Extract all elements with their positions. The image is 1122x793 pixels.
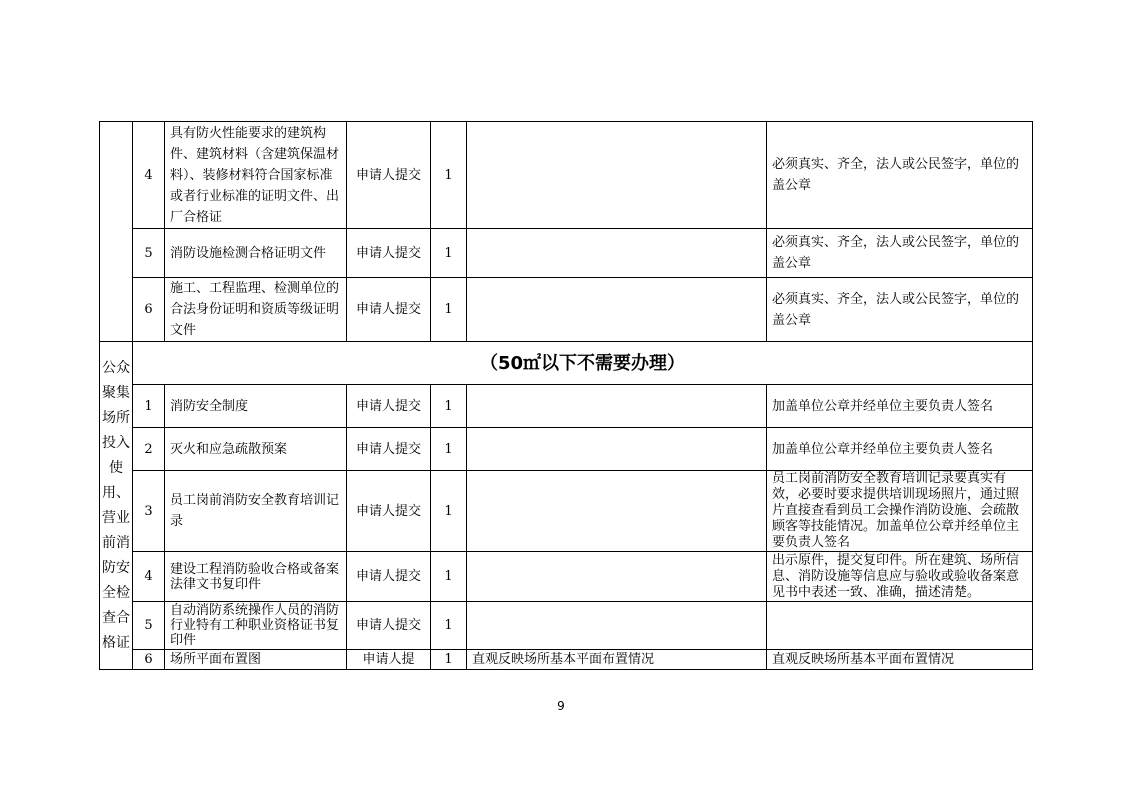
table-row	[100, 278, 1033, 342]
copies: 1	[431, 229, 467, 278]
copies: 1	[431, 471, 467, 552]
row-number: 2	[133, 428, 165, 471]
notes: 必须真实、齐全，法人或公民签字，单位的盖公章	[767, 122, 1033, 229]
notes: 必须真实、齐全，法人或公民签字，单位的盖公章	[767, 278, 1033, 342]
submit-method: 申请人提交	[347, 428, 431, 471]
standard	[467, 278, 767, 342]
row-number: 3	[133, 471, 165, 552]
submit-method: 申请人提	[347, 650, 431, 670]
copies: 1	[431, 122, 467, 229]
copies: 1	[431, 385, 467, 428]
standard	[467, 471, 767, 552]
standard	[467, 229, 767, 278]
table-row	[100, 122, 1033, 229]
submit-method: 申请人提交	[347, 602, 431, 650]
copies: 1	[431, 650, 467, 670]
submit-method: 申请人提交	[347, 385, 431, 428]
copies: 1	[431, 552, 467, 602]
notes: 直观反映场所基本平面布置情况	[767, 650, 1033, 670]
section-header-row	[100, 342, 1033, 385]
notes: 加盖单位公章并经单位主要负责人签名	[767, 428, 1033, 471]
submit-method: 申请人提交	[347, 122, 431, 229]
notes: 员工岗前消防安全教育培训记录要真实有效，必要时要求提供培训现场照片，通过照片直接查看到员工会操作消防设施、会疏散顾客等技能情况。加盖单位公章并经单位主要负责人签名	[767, 471, 1033, 552]
row-number: 6	[133, 650, 165, 670]
material-name: 场所平面布置图	[165, 650, 347, 670]
material-name: 具有防火性能要求的建筑构件、建筑材料（含建筑保温材料）、装修材料符合国家标准或者行业标准的证明文件、出厂合格证	[165, 122, 347, 229]
material-name: 自动消防系统操作人员的消防行业特有工种职业资格证书复印件	[165, 602, 347, 650]
table-row	[100, 650, 1033, 670]
group-cell-continued	[100, 122, 133, 342]
submit-method: 申请人提交	[347, 278, 431, 342]
submit-method: 申请人提交	[347, 471, 431, 552]
standard	[467, 122, 767, 229]
notes	[767, 602, 1033, 650]
table-row	[100, 229, 1033, 278]
submit-method: 申请人提交	[347, 552, 431, 602]
table-row	[100, 428, 1033, 471]
material-name: 建设工程消防验收合格或备案法律文书复印件	[165, 552, 347, 602]
row-number: 4	[133, 122, 165, 229]
copies: 1	[431, 602, 467, 650]
standard	[467, 552, 767, 602]
standard: 直观反映场所基本平面布置情况	[467, 650, 767, 670]
row-number: 5	[133, 229, 165, 278]
table-row	[100, 471, 1033, 552]
row-number: 5	[133, 602, 165, 650]
notes: 加盖单位公章并经单位主要负责人签名	[767, 385, 1033, 428]
standard	[467, 385, 767, 428]
copies: 1	[431, 428, 467, 471]
standard	[467, 428, 767, 471]
table-row	[100, 385, 1033, 428]
material-name: 灭火和应急疏散预案	[165, 428, 347, 471]
page-number: 9	[557, 699, 565, 713]
row-number: 6	[133, 278, 165, 342]
row-number: 4	[133, 552, 165, 602]
material-name: 员工岗前消防安全教育培训记录	[165, 471, 347, 552]
material-name: 消防安全制度	[165, 385, 347, 428]
materials-table	[99, 121, 1033, 670]
standard	[467, 602, 767, 650]
group-title: 公众聚集场所投入使用、营业前消防安全检查合格证	[100, 342, 133, 670]
table-row	[100, 552, 1033, 602]
table-row	[100, 602, 1033, 650]
material-name: 施工、工程监理、检测单位的合法身份证明和资质等级证明文件	[165, 278, 347, 342]
submit-method: 申请人提交	[347, 229, 431, 278]
section-header: （50㎡以下不需要办理）	[133, 342, 1033, 385]
notes: 必须真实、齐全，法人或公民签字，单位的盖公章	[767, 229, 1033, 278]
material-name: 消防设施检测合格证明文件	[165, 229, 347, 278]
row-number: 1	[133, 385, 165, 428]
copies: 1	[431, 278, 467, 342]
notes: 出示原件，提交复印件。所在建筑、场所信息、消防设施等信息应与验收或验收备案意见书中表述一致、准确，描述清楚。	[767, 552, 1033, 602]
